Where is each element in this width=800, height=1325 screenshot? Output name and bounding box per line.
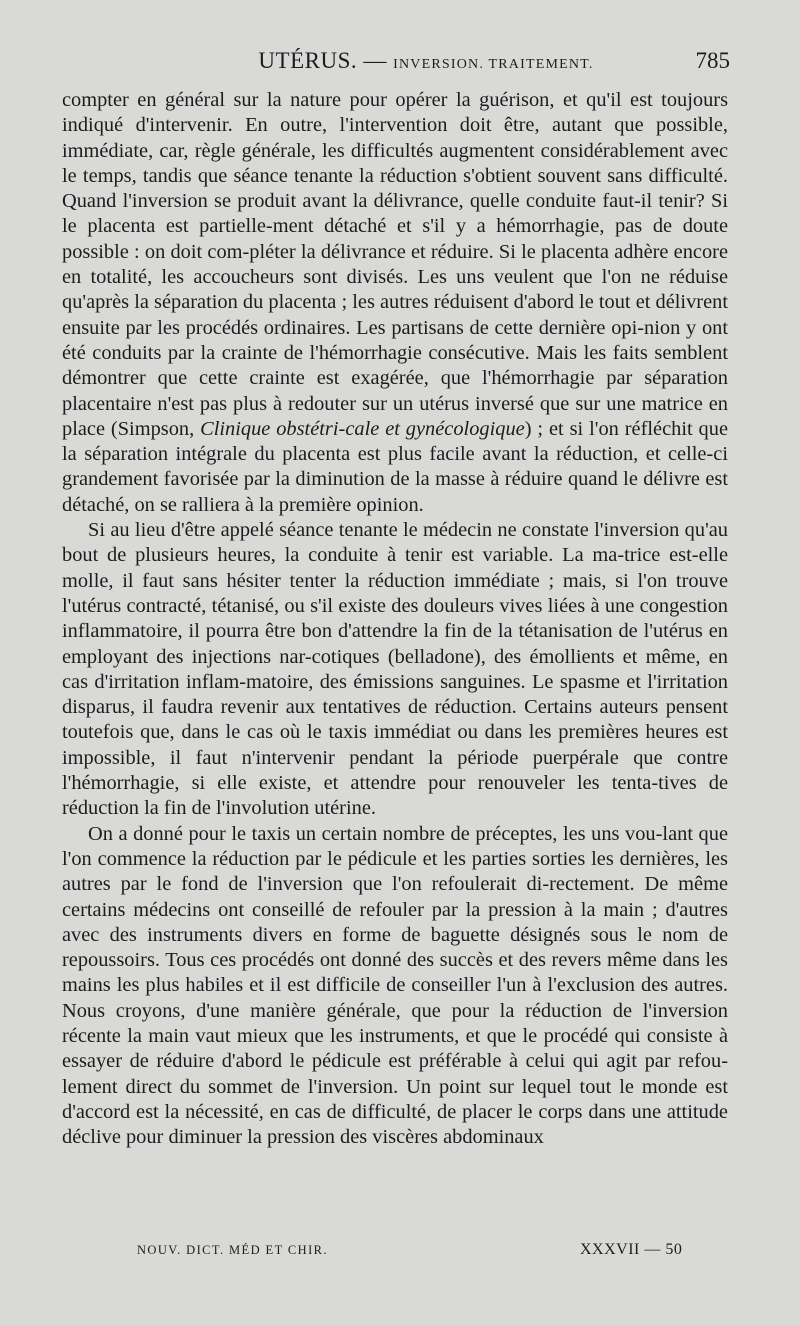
footer-signature: NOUV. DICT. MÉD ET CHIR. — [137, 1243, 328, 1257]
body-text — [62, 88, 728, 1150]
running-header — [62, 48, 730, 82]
running-title-separator: — — [363, 48, 387, 73]
paragraph-1 — [62, 88, 728, 518]
running-title — [62, 48, 730, 74]
page-number: 785 — [695, 48, 730, 73]
text-run: compter en général sur la nature pour opérer la guérison, et qu'il est toujours indiqué d'intervenir. En outre, l'intervention doit être, autant que possible, immédiate, car, règle générale, les difficultés augmentent considérablement avec le temps, tandis que séance tenante la réduction s'obtient souvent sans difficulté. Quand l'inversion se produit avant la délivrance, quelle conduite faut-il tenir? Si le placenta est partielle-ment détaché et s'il y a hémorrhagie, pas de doute possible : on doit com-pléter la délivrance et réduire. Si le placenta adhère encore en totalité, les accoucheurs sont divisés. Les uns veulent que l'on ne réduise qu'après la séparation du placenta ; les autres réduisent d'abord le tout et délivrent ensuite par les procédés ordinaires. Les partisans de cette dernière opi-nion y ont été conduits par la crainte de l'hémorrhagie consécutive. Mais les faits semblent démontrer que cette crainte est exagérée, que l'hémorrhagie par séparation placentaire n'est pas plus à redouter sur un utérus inversé que sur une matrice en place (Simpson, — [62, 89, 728, 440]
footer-volume-sheet: XXXVII — 50 — [580, 1241, 683, 1258]
paragraph-2 — [62, 518, 728, 822]
page-footer — [0, 1241, 800, 1265]
running-title-section: INVERSION. TRAITEMENT. — [393, 57, 594, 72]
text-run: ) ; et si l'on réfléchit que la séparation intégrale du placenta est plus facile avant la réduction, et celle-ci grandement favorisée par la diminution de la masse à réduire quand le délivre est détaché, on se ralliera à la première opinion. — [62, 417, 729, 516]
text-run: On a donné pour le taxis un certain nombre de préceptes, les uns vou-lant que l'on commence la réduction par le pédicule et les parties sorties les dernières, les autres par le fond de l'inversion que l'on refoulerait di-rectement. De même certains médecins ont conseillé de refouler par la pression à la main ; d'autres avec des instruments divers en forme de baguette désignés sous le nom de repoussoirs. Tous ces procédés ont donné des succès et des revers même dans les mains les plus habiles et il est difficile de conseiller l'un à l'exclusion des autres. Nous croyons, d'une manière générale, que pour la réduction de l'inversion récente la main vaut mieux que les instruments, et que le procédé qui consiste à essayer de réduire d'abord le pédicule est préférable à celui qui agit par refou-lement direct du sommet de l'inversion. Un point sur lequel tout le monde est d'accord est la nécessité, en cas de difficulté, de placer le corps dans une attitude déclive pour diminuer la pression des viscères abdominaux — [62, 822, 728, 1149]
running-title-main: UTÉRUS. — [258, 48, 358, 73]
italic-book-title: Clinique obstétri-cale et gynécologique — [200, 417, 525, 440]
text-run: Si au lieu d'être appelé séance tenante le médecin ne constate l'inversion qu'au bout de plusieurs heures, la conduite à tenir est variable. La ma-trice est-elle molle, il faut sans hésiter tenter la réduction immédiate ; mais, si l'on trouve l'utérus contracté, tétanisé, ou s'il existe des douleurs vives liées à une congestion inflammatoire, il pourra être bon d'attendre la fin de la tétanisation de l'utérus en employant des injections nar-cotiques (belladone), des émollients et même, en cas d'irritation inflam-matoire, des émissions sanguines. Le spasme et l'irritation disparus, il faudra revenir aux tentatives de réduction. Certains auteurs pensent toutefois que, dans le cas où le taxis immédiat ou dans les premières heures est impossible, il faut n'intervenir pendant la période puerpérale que contre l'hémorrhagie, si elle existe, et attendre pour renouveler les tenta-tives de réduction la fin de l'involution utérine. — [62, 519, 728, 820]
paragraph-3 — [62, 822, 728, 1151]
